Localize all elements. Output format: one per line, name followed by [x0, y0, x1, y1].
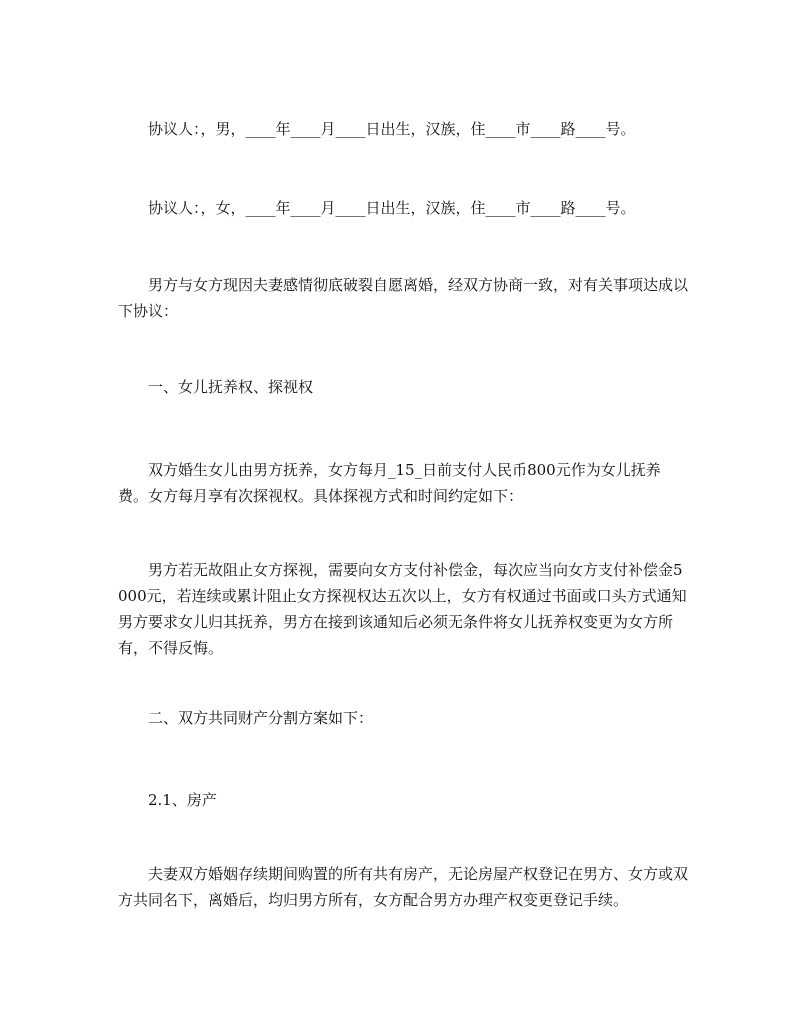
custody-paragraph: 双方婚生女儿由男方抚养，女方每月_15_日前支付人民币800元作为女儿抚养费。女方每月享有次探视权。具体探视方式和时间约定如下： — [118, 461, 661, 505]
visitation-penalty-paragraph: 男方若无故阻止女方探视，需要向女方支付补偿金，每次应当向女方支付补偿金5000元，若连续或累计阻止女方探视权达五次以上，女方有权通过书面或口头方式通知男方要求女儿归其抚养，男方在接到该通知后必须无条件将女儿抚养权变更为女方所有，不得反悔。 — [118, 561, 687, 657]
party-female-line: 协议人：，女，____年____月____日出生，汉族，住____市____路____号。 — [148, 199, 636, 217]
housing-paragraph: 夫妻双方婚姻存续期间购置的所有共有房产，无论房屋产权登记在男方、女方或双方共同名下，离婚后，均归男方所有，女方配合男方办理产权变更登记手续。 — [118, 865, 689, 909]
section-heading-custody: 一、女儿抚养权、探视权 — [148, 378, 314, 396]
subsection-heading-housing: 2.1、房产 — [148, 791, 217, 809]
agreement-intro: 男方与女方现因夫妻感情彻底破裂自愿离婚，经双方协商一致，对有关事项达成以下协议： — [118, 276, 689, 320]
section-heading-property: 二、双方共同财产分割方案如下： — [148, 709, 374, 727]
party-male-line: 协议人：，男，____年____月____日出生，汉族，住____市____路____号。 — [148, 120, 636, 138]
